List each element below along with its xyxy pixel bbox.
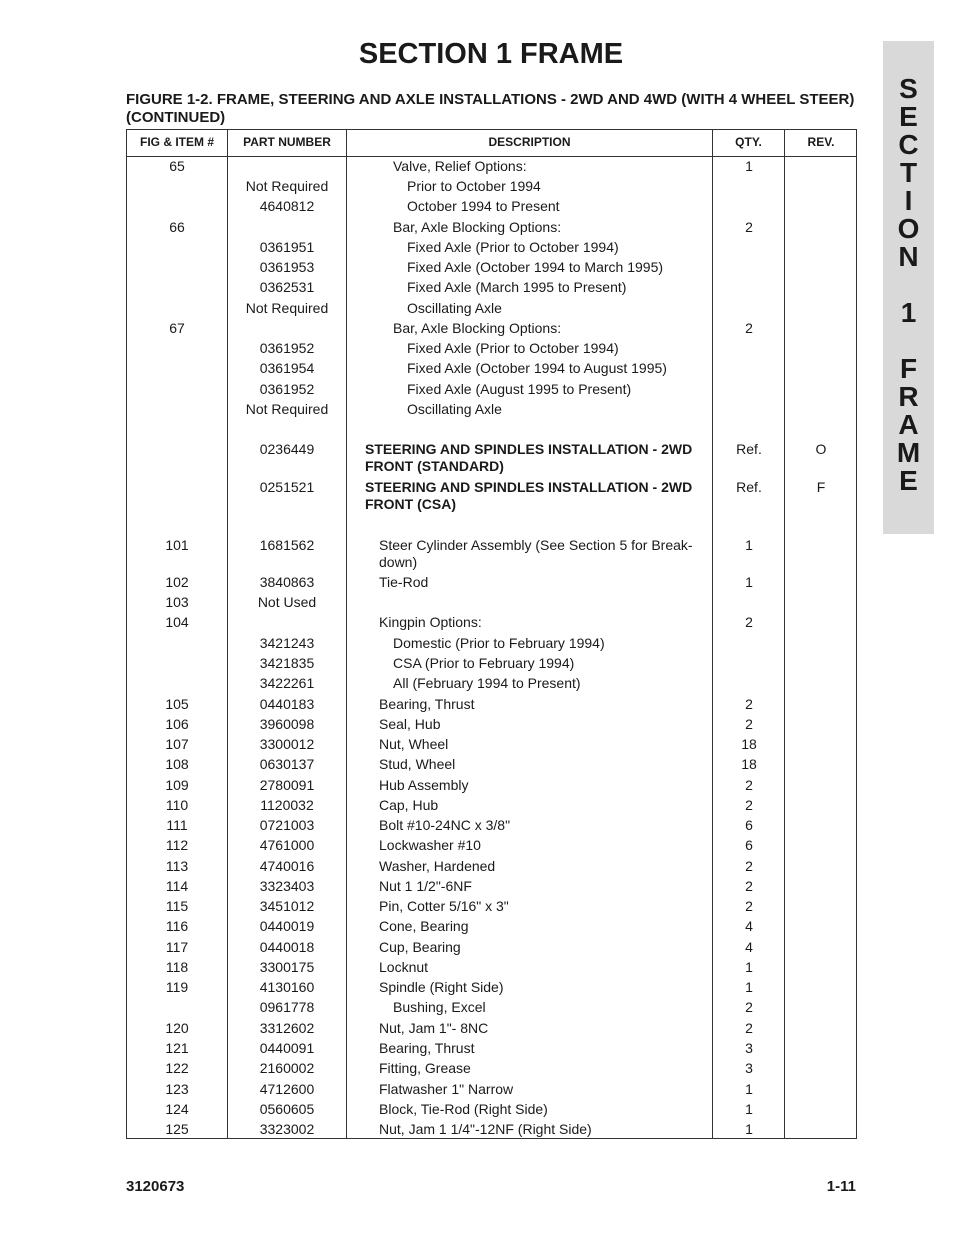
fig-item-cell: 124 [165,1101,189,1117]
qty-cell: 2 [745,878,753,894]
part-number-cell: 0251521 [259,479,315,495]
side-tab-letter: 1 [900,297,917,328]
qty-cell: 3 [745,1040,753,1056]
side-tab-letter: O [897,213,920,244]
part-number-cell: 3421835 [259,655,315,671]
qty-cell: 1 [745,537,753,553]
side-tab-letter: E [899,465,918,496]
qty-cell: 1 [745,1101,753,1117]
rev-cell: F [816,479,826,495]
qty-cell: 1 [745,979,753,995]
part-number-cell: 4740016 [259,858,315,874]
part-number-cell: 3312602 [259,1020,315,1036]
qty-cell: 2 [745,716,753,732]
part-number-cell: Not Required [245,178,329,194]
qty-cell: 1 [745,574,753,590]
fig-item-cell: 110 [165,797,189,813]
fig-item-cell: 65 [169,158,185,174]
qty-cell: 4 [745,918,753,934]
description-cell: Lockwasher #10 [379,837,481,853]
part-number-cell: 3300012 [259,736,315,752]
part-number-cell: 3323002 [259,1121,315,1137]
part-number-cell: 3451012 [259,898,315,914]
description-cell: Kingpin Options: [379,614,482,630]
qty-cell: 6 [745,837,753,853]
qty-cell: 6 [745,817,753,833]
side-tab-letter: F [899,353,918,384]
part-number-cell: 0440018 [259,939,315,955]
part-number-cell: Not Required [245,300,329,316]
part-number-cell: 0630137 [259,756,315,772]
description-cell: All (February 1994 to Present) [393,675,581,691]
part-number-cell: 0440183 [259,696,315,712]
part-number-cell: 3422261 [259,675,315,691]
fig-item-cell: 109 [165,777,189,793]
description-cell: STEERING AND SPINDLES INSTALLATION - 2WD FRONT (CSA) [365,479,693,512]
qty-cell: 18 [741,736,757,752]
section-side-tab [883,41,934,534]
qty-cell: 2 [745,777,753,793]
fig-item-cell: 107 [165,736,189,752]
description-cell: Fixed Axle (August 1995 to Present) [407,381,632,397]
description-cell: Tie-Rod [379,574,429,590]
description-cell: Block, Tie-Rod (Right Side) [379,1101,548,1117]
side-tab-letter: C [898,129,919,160]
header-rev: REV. [807,135,835,149]
description-cell: Locknut [379,959,429,975]
qty-cell: 2 [745,999,753,1015]
description-cell: Fixed Axle (Prior to October 1994) [407,340,619,356]
part-number-cell: 3323403 [259,878,315,894]
description-cell: Bearing, Thrust [379,696,475,712]
fig-item-cell: 119 [165,979,189,995]
qty-cell: 4 [745,939,753,955]
description-cell: Fixed Axle (October 1994 to August 1995) [407,360,667,376]
part-number-cell: 3300175 [259,959,315,975]
description-cell: Pin, Cotter 5/16" x 3" [379,898,509,914]
description-cell: Fitting, Grease [379,1060,471,1076]
description-cell: Valve, Relief Options: [393,158,527,174]
part-number-cell: 0361951 [259,239,315,255]
part-number-cell: 0440091 [259,1040,315,1056]
description-cell: Domestic (Prior to February 1994) [393,635,605,651]
fig-item-cell: 66 [169,219,185,235]
part-number-cell: 0361954 [259,360,315,376]
fig-item-cell: 116 [165,918,189,934]
figure-caption: FIGURE 1-2. FRAME, STEERING AND AXLE INSTALLATIONS - 2WD AND 4WD (WITH 4 WHEEL STEER) (CONTINUED) [126,91,855,126]
part-number-cell: 0560605 [259,1101,315,1117]
side-tab-letter: I [904,185,913,216]
part-number-cell: Not Used [257,594,317,610]
part-number-cell: 0961778 [259,999,315,1015]
description-cell: Spindle (Right Side) [379,979,504,995]
qty-cell: 1 [745,959,753,975]
qty-cell: 2 [745,797,753,813]
part-number-cell: Not Required [245,401,329,417]
qty-cell: 2 [745,614,753,630]
page-number: 1-11 [826,1178,856,1195]
description-cell: Bushing, Excel [393,999,486,1015]
qty-cell: 2 [745,320,753,336]
column-divider [346,130,347,1138]
part-number-cell: 0362531 [259,279,315,295]
part-number-cell: 4640812 [259,198,315,214]
side-tab-letter: N [898,241,919,272]
description-cell: Flatwasher 1" Narrow [379,1081,514,1097]
side-tab-letter: E [899,101,918,132]
fig-item-cell: 114 [165,878,189,894]
fig-item-cell: 111 [166,817,188,833]
qty-cell: 1 [745,158,753,174]
qty-cell: 2 [745,898,753,914]
table-header [127,130,856,157]
part-number-cell: 4130160 [259,979,315,995]
description-cell: Steer Cylinder Assembly (See Section 5 for Break-down) [379,537,693,570]
page-title: SECTION 1 FRAME [358,38,624,70]
part-number-cell: 0361952 [259,340,315,356]
part-number-cell: 3840863 [259,574,315,590]
qty-cell: 3 [745,1060,753,1076]
description-cell: Fixed Axle (October 1994 to March 1995) [407,259,664,275]
part-number-cell: 0361952 [259,381,315,397]
description-cell: STEERING AND SPINDLES INSTALLATION - 2WD FRONT (STANDARD) [365,441,693,474]
side-tab-letter: A [898,409,919,440]
description-cell: Seal, Hub [379,716,441,732]
qty-cell: 2 [745,1020,753,1036]
column-divider [712,130,713,1138]
description-cell: Cone, Bearing [379,918,469,934]
part-number-cell: 3421243 [259,635,315,651]
fig-item-cell: 123 [165,1081,189,1097]
part-number-cell: 4712600 [259,1081,315,1097]
fig-item-cell: 103 [165,594,189,610]
description-cell: Washer, Hardened [379,858,496,874]
fig-item-cell: 113 [165,858,189,874]
side-tab-letter: S [899,73,918,104]
side-tab-letter: T [899,157,918,188]
part-number-cell: 4761000 [259,837,315,853]
fig-item-cell: 102 [165,574,189,590]
part-number-cell: 2780091 [259,777,315,793]
description-cell: Oscillating Axle [407,401,502,417]
qty-cell: 2 [745,858,753,874]
description-cell: Bolt #10-24NC x 3/8" [379,817,511,833]
column-divider [784,130,785,1138]
part-number-cell: 1681562 [259,537,315,553]
header-qty: QTY. [735,135,762,149]
header-part-number: PART NUMBER [243,135,331,149]
part-number-cell: 0361953 [259,259,315,275]
part-number-cell: 0721003 [259,817,315,833]
fig-item-cell: 120 [165,1020,189,1036]
description-cell: Bar, Axle Blocking Options: [393,320,562,336]
fig-item-cell: 112 [165,837,189,853]
qty-cell: Ref. [736,441,762,457]
description-cell: Oscillating Axle [407,300,502,316]
description-cell: Bar, Axle Blocking Options: [393,219,562,235]
description-cell: Cup, Bearing [379,939,461,955]
qty-cell: Ref. [736,479,762,495]
fig-item-cell: 108 [165,756,189,772]
fig-item-cell: 101 [165,537,189,553]
qty-cell: 18 [741,756,757,772]
part-number-cell: 0440019 [259,918,315,934]
fig-item-cell: 117 [165,939,189,955]
fig-item-cell: 67 [169,320,185,336]
fig-item-cell: 104 [165,614,189,630]
part-number-cell: 0236449 [259,441,315,457]
header-description: DESCRIPTION [488,135,571,149]
description-cell: Fixed Axle (March 1995 to Present) [407,279,627,295]
qty-cell: 2 [745,219,753,235]
fig-item-cell: 115 [165,898,189,914]
qty-cell: 2 [745,696,753,712]
description-cell: CSA (Prior to February 1994) [393,655,575,671]
description-cell: Nut, Jam 1 1/4"-12NF (Right Side) [379,1121,592,1137]
fig-item-cell: 125 [165,1121,189,1137]
description-cell: Cap, Hub [379,797,439,813]
part-number-cell: 1120032 [260,797,314,813]
header-fig-item: FIG & ITEM # [139,135,214,149]
description-cell: Nut, Wheel [379,736,449,752]
parts-table [126,129,857,1139]
description-cell: Hub Assembly [379,777,469,793]
fig-item-cell: 105 [165,696,189,712]
description-cell: Stud, Wheel [379,756,456,772]
qty-cell: 1 [745,1121,753,1137]
description-cell: October 1994 to Present [407,198,560,214]
description-cell: Nut, Jam 1"- 8NC [379,1020,489,1036]
description-cell: Bearing, Thrust [379,1040,475,1056]
description-cell: Nut 1 1/2"-6NF [379,878,472,894]
fig-item-cell: 122 [165,1060,189,1076]
part-number-cell: 2160002 [259,1060,315,1076]
description-cell: Fixed Axle (Prior to October 1994) [407,239,619,255]
rev-cell: O [815,441,827,457]
description-cell: Prior to October 1994 [407,178,541,194]
side-tab-letter: M [896,437,921,468]
fig-item-cell: 118 [165,959,189,975]
part-number-cell: 3960098 [259,716,315,732]
fig-item-cell: 106 [165,716,189,732]
fig-item-cell: 121 [165,1040,189,1056]
document-number: 3120673 [126,1178,185,1195]
side-tab-letter: R [898,381,919,412]
qty-cell: 1 [745,1081,753,1097]
